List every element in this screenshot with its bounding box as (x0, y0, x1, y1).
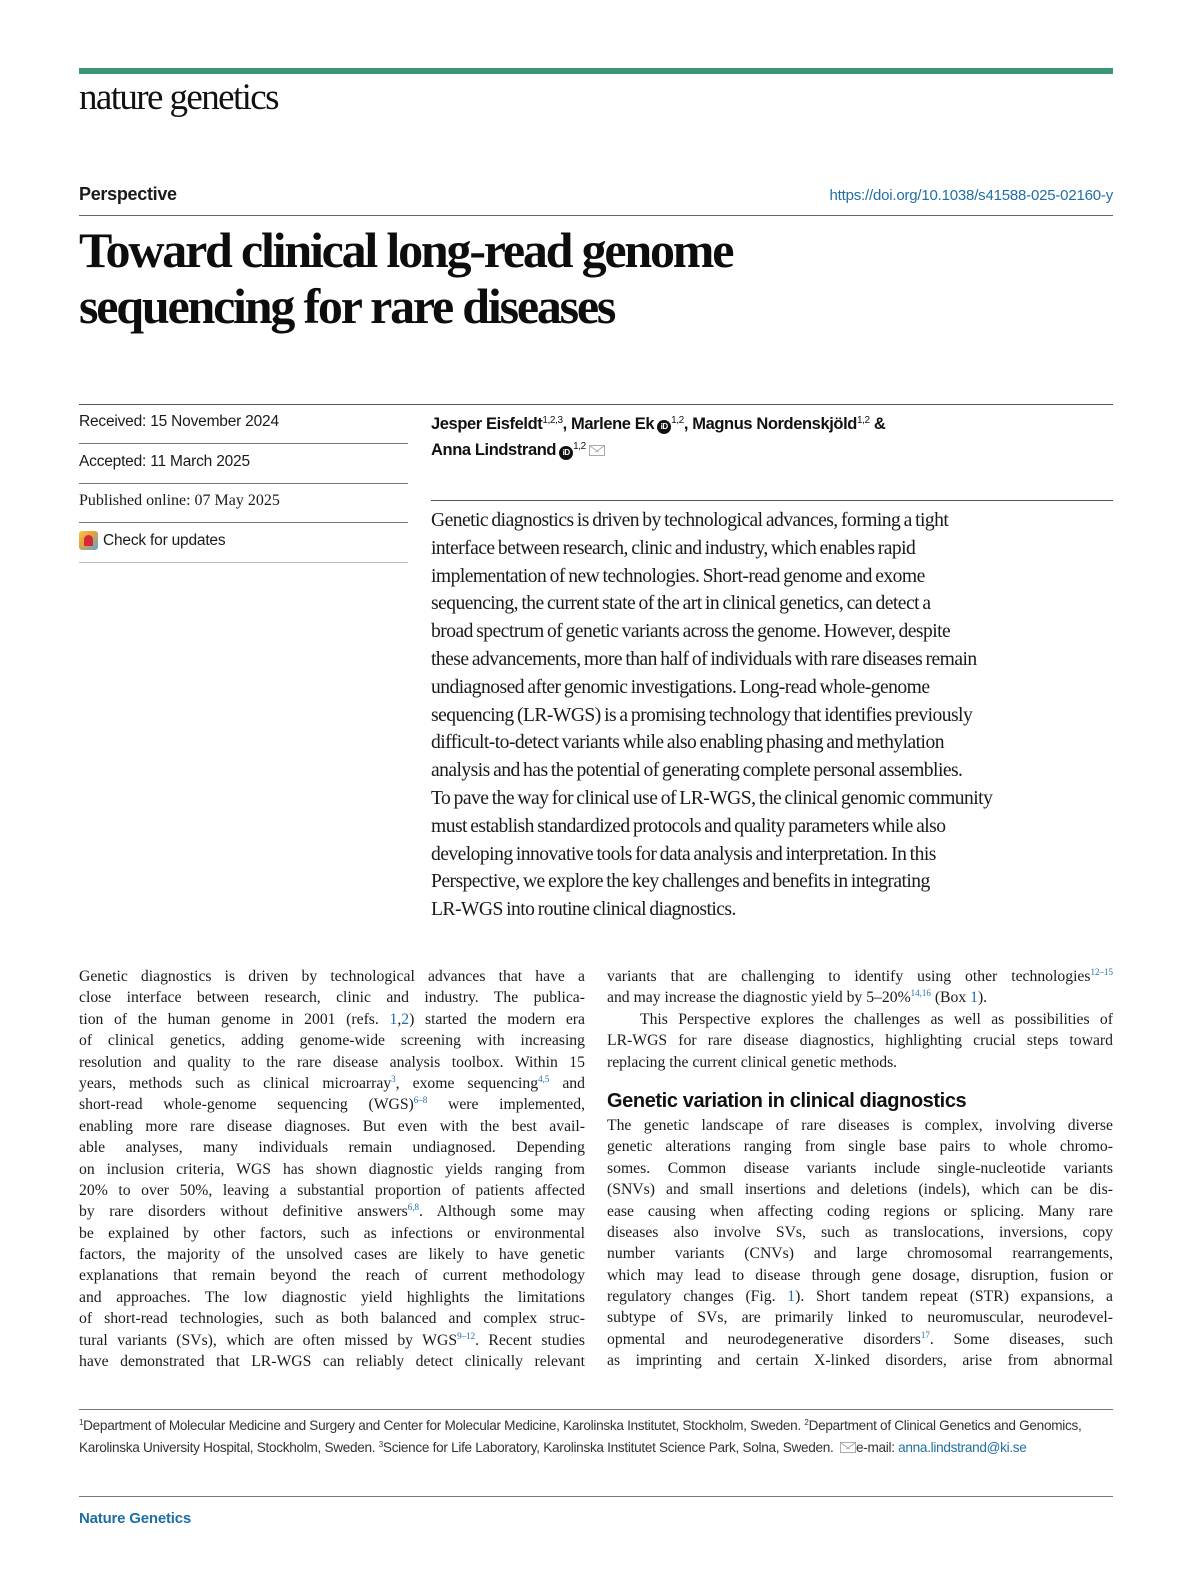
author-affiliation: 1,2 (573, 441, 586, 452)
text-segment: on inclusion criteria, WGS has shown diagnostic yields ranging from (79, 1160, 585, 1178)
abstract-line: LR-WGS into routine clinical diagnostics. (431, 899, 736, 921)
text-line (79, 1201, 585, 1222)
text-segment: ). Short tandem repeat (STR) expansions, a (795, 1288, 1113, 1306)
text-line (607, 1307, 1113, 1328)
text-line (79, 1159, 585, 1180)
meta-divider (79, 443, 408, 444)
author-affiliation: 1,2,3 (542, 415, 563, 426)
text-segment: which may lead to disease through gene dosage, disruption, fusion or (607, 1266, 1113, 1284)
text-segment: The genetic landscape of rare diseases is complex, involving diverse (607, 1116, 1113, 1134)
abstract (431, 507, 1121, 924)
reference-link[interactable]: 1 (970, 989, 978, 1007)
author[interactable] (692, 415, 869, 433)
orcid-icon[interactable]: iD (657, 420, 671, 434)
text-segment: diseases also involve SVs, such as translocations, inversions, copy (607, 1223, 1113, 1241)
citation-superscript[interactable]: 14,16 (910, 988, 931, 999)
text-line (79, 1265, 585, 1286)
footer-divider (79, 1496, 1113, 1497)
reference-link[interactable]: 2 (401, 1010, 410, 1028)
citation-superscript[interactable]: 9–12 (457, 1330, 476, 1341)
citation-superscript[interactable]: 12–15 (1090, 967, 1113, 977)
meta-top-divider (79, 404, 1113, 405)
check-for-updates-icon (79, 531, 98, 550)
title-line-2: sequencing for rare diseases (79, 278, 615, 334)
text-segment: have demonstrated that LR-WGS can reliably detect clinically relevant (79, 1353, 585, 1371)
text-segment: explanations that remain beyond the reach of current methodology (79, 1267, 585, 1285)
text-segment: opmental and neurodegenerative disorders (607, 1330, 921, 1348)
text-segment: as imprinting and certain X-linked disorders, arise from abnormal (607, 1352, 1113, 1370)
meta-divider (79, 562, 408, 563)
citation-superscript[interactable]: 3 (391, 1073, 396, 1084)
abstract-line: developing innovative tools for data analysis and interpretation. In this (431, 843, 936, 865)
text-line (607, 1052, 1113, 1073)
text-line (79, 1009, 585, 1030)
text-line (607, 966, 1113, 987)
author[interactable] (431, 441, 586, 459)
text-line (79, 987, 585, 1008)
author-name: Anna Lindstrand (431, 441, 557, 459)
text-segment: replacing the current clinical genetic methods. (607, 1053, 898, 1071)
text-line (79, 1308, 585, 1329)
text-line (607, 1136, 1113, 1157)
citation-superscript[interactable]: 4,5 (538, 1073, 550, 1084)
text-line (607, 1201, 1113, 1222)
text-segment: factors, the majority of the unsolved cases are likely to have genetic (79, 1246, 585, 1264)
text-line (607, 1009, 1113, 1030)
text-segment: by rare disorders without definitive answers (79, 1203, 408, 1221)
text-segment: . Although some may (419, 1203, 585, 1221)
reference-link[interactable]: 1 (389, 1010, 398, 1028)
email-icon[interactable] (589, 445, 605, 456)
footer-journal-name: Nature Genetics (79, 1510, 192, 1527)
text-line (79, 1030, 585, 1051)
text-line (607, 1030, 1113, 1051)
text-line (607, 1265, 1113, 1286)
text-line (607, 1222, 1113, 1243)
meta-divider (79, 522, 408, 523)
text-segment: of short-read technologies, such as both balanced and complex struc- (79, 1310, 585, 1328)
text-segment: short-read whole-genome sequencing (WGS) (79, 1096, 414, 1114)
title-line-1: Toward clinical long-read genome (79, 222, 733, 278)
body-column-right (607, 966, 1113, 1372)
affiliation: Science for Life Laboratory, Karolinska Institutet Science Park, Solna, Sweden. (382, 1439, 837, 1455)
footnote-divider (79, 1409, 1113, 1410)
author-affiliation: 1,2 (671, 415, 684, 426)
affiliation: Department of Clinical Genetics and Genomics, Karolinska University Hospital, Stockholm, Sweden. (79, 1418, 1082, 1455)
abstract-line: undiagnosed after genomic investigations. Long-read whole-genome (431, 676, 930, 698)
abstract-line: To pave the way for clinical use of LR-WGS, the clinical genomic community (431, 787, 993, 809)
text-line (607, 1286, 1113, 1307)
text-line (79, 1223, 585, 1244)
affiliation-number: 2 (804, 1418, 809, 1427)
abstract-line: must establish standardized protocols and quality parameters while also (431, 815, 946, 837)
check-for-updates-button[interactable] (79, 531, 408, 550)
journal-logo: nature genetics (79, 77, 278, 118)
abstract-line: implementation of new technologies. Short-read genome and exome (431, 565, 925, 587)
text-segment: of clinical genetics, adding genome-wide screening with increasing (79, 1032, 585, 1050)
email-icon (840, 1442, 856, 1453)
citation-superscript[interactable]: 6–8 (413, 1095, 428, 1106)
abstract-line: these advancements, more than half of individuals with rare diseases remain (431, 648, 977, 670)
text-line (607, 1179, 1113, 1200)
text-line (607, 1329, 1113, 1350)
text-line (79, 1116, 585, 1137)
check-for-updates-label: Check for updates (103, 531, 226, 549)
text-line (607, 1115, 1113, 1136)
text-line (79, 1244, 585, 1265)
text-segment: tural variants (SVs), which are often missed by WGS (79, 1331, 458, 1349)
text-line (79, 1287, 585, 1308)
text-line (79, 1180, 585, 1201)
author-name: Magnus Nordenskjöld (692, 415, 857, 433)
abstract-line: difficult-to-detect variants while also enabling phasing and methylation (431, 732, 944, 754)
text-line (79, 1330, 585, 1351)
doi-link[interactable]: https://doi.org/10.1038/s41588-025-02160-y (829, 187, 1113, 204)
paragraph (607, 1009, 1113, 1073)
body-column-left (79, 966, 585, 1372)
reference-link[interactable]: 1 (787, 1288, 796, 1306)
citation-superscript[interactable]: 17 (920, 1329, 930, 1340)
abstract-line: sequencing, the current state of the art in clinical genetics, can detect a (431, 593, 931, 615)
text-segment: , exome sequencing (395, 1074, 539, 1092)
article-title (79, 222, 979, 334)
author-separator: & (869, 415, 886, 433)
author-affiliation: 1,2 (856, 415, 870, 426)
text-segment: years, methods such as clinical microarray (79, 1074, 392, 1092)
text-line (79, 1073, 585, 1094)
paragraph (607, 966, 1113, 1009)
affiliation-number: 1 (79, 1418, 84, 1427)
text-line (607, 1243, 1113, 1264)
author-name: Jesper Eisfeldt (431, 415, 543, 433)
text-segment: variants that are challenging to identify using other technologies (607, 968, 1091, 985)
journal-accent-bar (79, 68, 1113, 74)
text-line (79, 966, 585, 987)
text-segment: close interface between research, clinic and industry. The publica- (79, 989, 585, 1007)
abstract-line: Perspective, we explore the key challenges and benefits in integrating (431, 871, 930, 893)
abstract-line: sequencing (LR-WGS) is a promising technology that identifies previously (431, 704, 973, 726)
corresponding-email-link[interactable]: anna.lindstrand@ki.se (898, 1439, 1027, 1455)
section-heading: Genetic variation in clinical diagnostics (607, 1089, 967, 1112)
abstract-divider (431, 500, 1113, 501)
title-divider (79, 215, 1113, 216)
abstract-line: interface between research, clinic and industry, which enables rapid (431, 537, 916, 559)
abstract-line: broad spectrum of genetic variants across the genome. However, despite (431, 621, 951, 643)
text-segment: (SNVs) and small insertions and deletions (indels), which can be dis- (607, 1181, 1113, 1199)
published-date: Published online: 07 May 2025 (79, 492, 280, 509)
text-segment: and may increase the diagnostic yield by 5–20% (607, 989, 911, 1007)
email-label: e-mail: (855, 1439, 899, 1455)
text-segment: LR-WGS for rare disease diagnostics, highlighting crucial steps toward (607, 1032, 1113, 1050)
text-segment: resolution and quality to the rare disease analysis toolbox. Within 15 (79, 1053, 585, 1071)
author-name: Marlene Ek (571, 415, 655, 433)
text-segment: and approaches. The low diagnostic yield highlights the limitations (79, 1288, 585, 1306)
text-line (607, 1350, 1113, 1371)
affiliations (79, 1415, 1113, 1458)
text-segment: This Perspective explores the challenges as well as possibilities of (640, 1010, 1113, 1028)
author-list (431, 411, 1121, 463)
accepted-date: Accepted: 11 March 2025 (79, 453, 250, 470)
text-line (79, 1351, 585, 1372)
affiliation: Department of Molecular Medicine and Surgery and Center for Molecular Medicine, Karolinska Institutet, Stockholm, Sweden. (83, 1418, 805, 1433)
text-line (79, 1137, 585, 1158)
text-segment: and (549, 1074, 585, 1092)
text-line (79, 1052, 585, 1073)
text-segment: 20% to over 50%, leaving a substantial proportion of patients affected (79, 1181, 585, 1199)
author-separator: , (683, 415, 693, 433)
text-segment: , (397, 1010, 402, 1028)
received-date: Received: 15 November 2024 (79, 413, 279, 430)
text-segment: (Box (930, 989, 971, 1007)
text-line (607, 987, 1113, 1008)
text-segment: regulatory changes (Fig. (607, 1288, 788, 1306)
text-segment: Genetic diagnostics is driven by technological advances that have a (79, 968, 585, 985)
text-segment: ) started the modern era (409, 1010, 585, 1028)
text-segment: tion of the human genome in 2001 (refs. (79, 1010, 390, 1028)
text-segment: genetic alterations ranging from single base pairs to whole chromo- (607, 1138, 1113, 1156)
affiliation-number: 3 (378, 1439, 383, 1449)
text-segment: were implemented, (427, 1096, 585, 1114)
orcid-icon[interactable]: iD (559, 446, 573, 460)
paragraph (607, 1115, 1113, 1372)
article-type: Perspective (79, 184, 177, 204)
author[interactable] (431, 415, 563, 433)
meta-divider (79, 483, 408, 484)
text-segment: number variants (CNVs) and large chromosomal rearrangements, (607, 1245, 1113, 1263)
text-segment: . Some diseases, such (929, 1330, 1113, 1348)
text-line (607, 1158, 1113, 1179)
abstract-line: analysis and has the potential of generating complete personal assemblies. (431, 760, 963, 782)
text-segment: subtype of SVs, are primarily linked to neuromuscular, neurodevel- (607, 1309, 1113, 1327)
text-segment: . Recent studies (475, 1331, 586, 1349)
text-segment: somes. Common disease variants include single-nucleotide variants (607, 1159, 1113, 1177)
author-separator: , (562, 415, 572, 433)
text-segment: able analyses, many individuals remain undiagnosed. Depending (79, 1139, 585, 1157)
text-line (79, 1094, 585, 1115)
citation-superscript[interactable]: 6,8 (407, 1202, 419, 1213)
text-segment: ). (977, 989, 988, 1007)
text-segment: ease causing when affecting coding regions or splicing. Many rare (607, 1202, 1113, 1220)
text-segment: enabling more rare disease diagnoses. But even with the best avail- (79, 1117, 585, 1135)
text-segment: be explained by other factors, such as infections or environmental (79, 1224, 585, 1242)
author[interactable] (571, 415, 684, 433)
abstract-line: Genetic diagnostics is driven by technological advances, forming a tight (431, 510, 949, 531)
